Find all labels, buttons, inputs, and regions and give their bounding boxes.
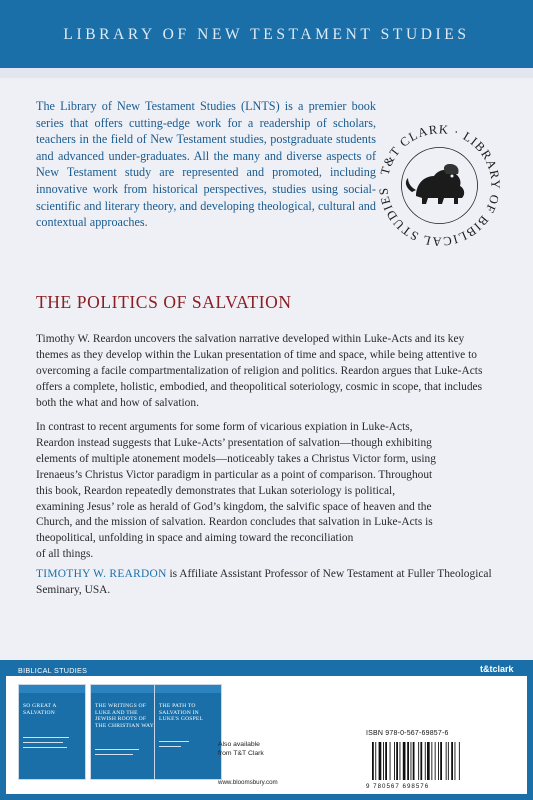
- publisher-logo: t&tclark: [480, 664, 514, 674]
- related-book-title: SO GREAT A SALVATION: [23, 703, 57, 716]
- barcode-bar: [427, 742, 430, 780]
- barcode-bar: [420, 742, 422, 780]
- description-paragraph-1: Timothy W. Reardon uncovers the salvation narrative developed within Luke-Acts and its key themes as they develop within the Lukan presentation of time and space, while being attentive to overcoming a facile compartmentalization of religion and politics. Reardon argues that Luke-Acts offers a complete, holistic, embodied, and theopolitical soteriology, cosmic in scope, that includes both the what and how of salvation.: [36, 333, 483, 409]
- paragraph-line: elements of multiple atonement models—noticeably takes a Christus Victor form, using: [36, 452, 436, 465]
- barcode-bar: [459, 742, 460, 780]
- paragraph-line: this book, Reardon repeatedly demonstrates that Lukan soteriology is political,: [36, 484, 396, 497]
- author-name: TIMOTHY W. REARDON: [36, 568, 167, 580]
- paragraph-line: examining Jesus’ role as herald of God’s kingdom, the salvific space of heaven and the: [36, 500, 432, 513]
- author-bio-text: is Affiliate Assistant Professor of New Testament at Fuller Theological Seminary, USA.: [36, 568, 492, 596]
- cover-text-line: [23, 742, 63, 743]
- cover-text-line: [159, 746, 181, 747]
- also-available-line2: from T&T Clark: [218, 750, 264, 757]
- barcode-bar: [438, 742, 439, 780]
- cover-top-band: [91, 685, 157, 693]
- barcode-bar: [425, 742, 426, 780]
- barcode-bar: [375, 742, 376, 780]
- cover-top-band: [19, 685, 85, 693]
- barcode-bar: [418, 742, 419, 780]
- series-description: The Library of New Testament Studies (LNTS) is a premier book series that offers cutting-edge work for a readership of scholars, teachers in the field of New Testament studies, postgraduate students and advanced under-graduates. All the many and diverse aspects of New Testament study are represented and promoted, including innovative work from historical perspectives, studies using social-scientific and literary theory, and developing theological, cultural and contextual approaches.: [36, 99, 376, 230]
- publisher-website[interactable]: www.bloomsbury.com: [218, 779, 278, 786]
- series-title: LIBRARY OF NEW TESTAMENT STUDIES: [63, 26, 470, 43]
- barcode-bar: [431, 742, 432, 780]
- related-book-cover-1[interactable]: [18, 684, 86, 780]
- barcode-bar: [372, 742, 374, 780]
- lion-icon: [406, 164, 464, 204]
- barcode-bar: [455, 742, 456, 780]
- barcode-bar: [379, 742, 382, 780]
- related-book-title: THE WRITINGS OF LUKE AND THE JEWISH ROOTS OF THE CHRISTIAN WAY: [95, 703, 155, 729]
- barcode-bar: [451, 742, 453, 780]
- header-shadow-band: [0, 68, 533, 78]
- cover-text-line: [23, 737, 69, 738]
- author-bio: [36, 567, 498, 599]
- barcode-bar: [435, 742, 436, 780]
- description-paragraph-2: [36, 420, 498, 563]
- also-available-line1: Also available: [218, 741, 260, 748]
- cover-text-line: [23, 747, 67, 748]
- paragraph-line: theopolitical, unfolding in space and aiming toward the reconciliation: [36, 532, 354, 545]
- barcode-bar: [385, 742, 387, 780]
- isbn: ISBN 978-0-567-69857-6: [366, 730, 449, 737]
- barcode-bar: [407, 742, 409, 780]
- cover-text-line: [95, 754, 133, 755]
- barcode-bar: [400, 742, 401, 780]
- subject-category: BIBLICAL STUDIES: [18, 666, 88, 675]
- barcode-bar: [411, 742, 412, 780]
- barcode: [366, 740, 516, 790]
- related-book-cover-3[interactable]: [154, 684, 222, 780]
- paragraph-line: In contrast to recent arguments for some form of vicarious expiation in Luke-Acts,: [36, 421, 413, 433]
- barcode-bar: [440, 742, 442, 780]
- related-book-cover-2[interactable]: [90, 684, 158, 780]
- barcode-bar: [446, 742, 447, 780]
- cover-text-line: [159, 741, 189, 742]
- barcode-bar: [390, 742, 391, 780]
- barcode-bar: [448, 742, 449, 780]
- seal-ring-text: T&T CLARK · LIBRARY OF BIBLICAL STUDIES: [376, 122, 503, 249]
- cover-text-line: [95, 749, 139, 750]
- book-title: THE POLITICS OF SALVATION: [36, 292, 292, 312]
- paragraph-line: Church, and the mission of salvation. Reardon concludes that salvation in Luke-Acts is: [36, 516, 433, 529]
- barcode-bar: [383, 742, 384, 780]
- paragraph-line: Irenaeus’s Christus Victor paradigm in particular as a point of comparison. Throughout: [36, 468, 433, 481]
- related-book-title: THE PATH TO SALVATION IN LUKE'S GOSPEL: [159, 703, 204, 723]
- paragraph-line: of all things.: [36, 548, 94, 561]
- barcode-digits: 9 780567 698576: [366, 783, 430, 790]
- also-available: [218, 740, 264, 758]
- barcode-bars: [372, 742, 460, 780]
- tt-clark-seal: [372, 118, 507, 253]
- paragraph-line: Reardon instead suggests that Luke-Acts’ presentation of salvation—though exhibiting: [36, 436, 432, 449]
- barcode-bar: [413, 742, 415, 780]
- barcode-bar: [394, 742, 395, 780]
- cover-top-band: [155, 685, 221, 693]
- barcode-bar: [396, 742, 398, 780]
- barcode-bar: [403, 742, 406, 780]
